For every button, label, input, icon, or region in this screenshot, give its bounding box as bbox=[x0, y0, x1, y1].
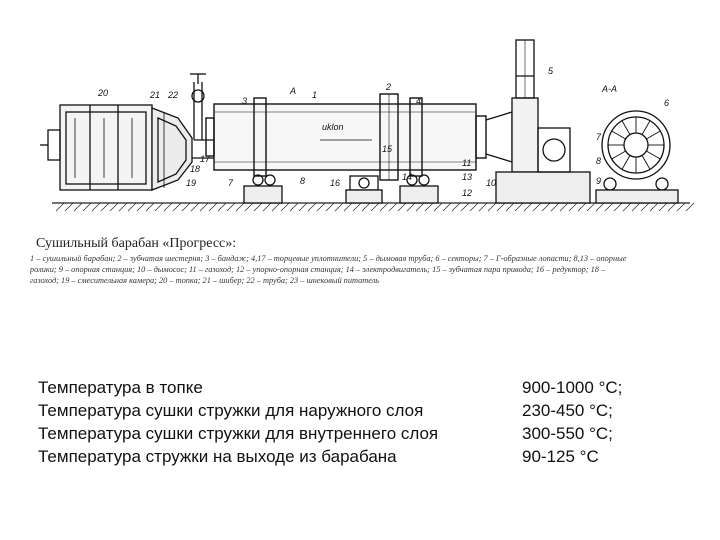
callout-number: 3 bbox=[242, 96, 248, 106]
temperature-label: Температура стружки на выходе из барабана bbox=[38, 447, 397, 466]
temperature-row bbox=[38, 399, 678, 422]
callout-number: 5 bbox=[548, 66, 554, 76]
callout-number: 2 bbox=[386, 82, 392, 92]
sector-line bbox=[642, 121, 650, 135]
section-a-a bbox=[596, 111, 678, 203]
callout-number: 4 bbox=[416, 96, 422, 106]
temperature-row bbox=[38, 422, 678, 445]
callout-number: 14 bbox=[402, 172, 413, 182]
temperature-value: 90-125 °С bbox=[522, 447, 599, 466]
temperature-value: 230-450 °С; bbox=[522, 401, 613, 420]
legend-line: 1 – сушильный барабан; 2 – зубчатая шестерня; 3 – бандаж; 4,17 – торцевые уплотнители; 5 – дымовая труба; 6 – секторы; 7 – Г-образные лопасти; 8,13 – опорные bbox=[30, 254, 627, 263]
drum bbox=[206, 94, 486, 180]
sector-line bbox=[612, 131, 626, 139]
callout-number: 19 bbox=[186, 178, 197, 188]
callout-number: 22 bbox=[168, 90, 179, 100]
callout-number: 16 bbox=[330, 178, 341, 188]
smoke-exhauster bbox=[486, 40, 590, 203]
callout-number: A-A bbox=[602, 84, 618, 94]
callout-number: 17 bbox=[200, 154, 211, 164]
callout-number: 6 bbox=[664, 98, 670, 108]
temperature-label: Температура сушки стружки для внутреннего слоя bbox=[38, 424, 439, 443]
callout-number: uklon bbox=[322, 122, 344, 132]
sector-line bbox=[622, 121, 630, 135]
callout-number: 12 bbox=[462, 188, 473, 198]
callout-number: 21 bbox=[150, 90, 161, 100]
callout-number: 9 bbox=[596, 176, 602, 186]
ground-line bbox=[52, 203, 694, 211]
caption-legend bbox=[30, 253, 692, 286]
temperature-list bbox=[38, 376, 678, 468]
temperature-row bbox=[38, 445, 678, 468]
callout-number: 7 bbox=[228, 178, 234, 188]
callout-number: 10 bbox=[486, 178, 497, 188]
temperature-value: 900-1000 °С; bbox=[522, 378, 623, 397]
legend-line: газоход; 19 – смесительная камера; 20 – топка; 21 – шибер; 22 – труба; 23 – шнековый питатель bbox=[30, 276, 380, 285]
legend-line: ролики; 9 – опорная станция; 10 – дымосос; 11 – газоход; 12 – упорно-опорная станция; 14 – электродвигатель; 15 – зубчатая пара привода; 16 – редуктор; 18 – bbox=[30, 265, 606, 274]
dryer-drum-drawing bbox=[0, 0, 720, 235]
callout-number: 18 bbox=[190, 164, 201, 174]
temperature-label: Температура в топке bbox=[38, 378, 203, 397]
callout-number: 8 bbox=[300, 176, 306, 186]
callout-number: 7 bbox=[596, 132, 602, 142]
temperature-value: 300-550 °С; bbox=[522, 424, 613, 443]
furnace bbox=[40, 105, 152, 190]
temperature-row bbox=[38, 376, 678, 399]
sector-line bbox=[646, 151, 660, 159]
callout-number: A bbox=[290, 86, 297, 96]
sector-line bbox=[612, 151, 626, 159]
gas-pipe bbox=[190, 74, 214, 158]
sector-line bbox=[622, 155, 630, 169]
caption-title: Сушильный барабан «Прогресс»: bbox=[36, 236, 237, 251]
callout-number: 1 bbox=[312, 90, 318, 100]
callout-number: 8 bbox=[596, 156, 602, 166]
callout-number: 13 bbox=[462, 172, 473, 182]
sector-line bbox=[646, 131, 660, 139]
temperature-label: Температура сушки стружки для наружного слоя bbox=[38, 401, 424, 420]
callout-number: 15 bbox=[382, 144, 393, 154]
callout-number: 11 bbox=[462, 158, 472, 168]
callout-number: 20 bbox=[98, 88, 109, 98]
sector-line bbox=[642, 155, 650, 169]
